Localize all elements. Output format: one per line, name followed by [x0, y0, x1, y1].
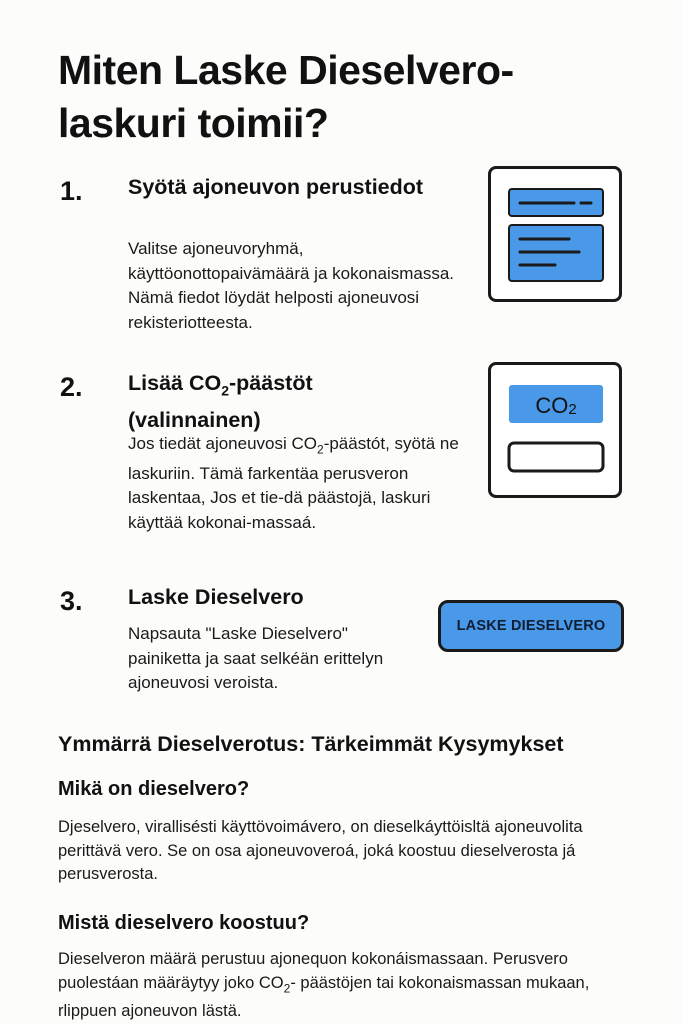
step-1-number: 1. [60, 176, 83, 206]
form-fields-illustration [491, 169, 619, 299]
step-3-number: 3. [60, 586, 83, 616]
faq-question-2: Mistä dieselvero koostuu? [58, 912, 310, 934]
step-3-title: Laske Dieselvero [128, 585, 304, 609]
co2-label: CO $_2$ [535, 393, 577, 418]
step-2-title: Lisää $CO_2$-päästöt (valinnainen) [128, 371, 313, 433]
faq-answer-2: Dieselveron määrä perustuu ajonequon kokonáismassaan. Perusvero puolestáan määräytyy joko $CO_2-$ päästöjen tai kokonaismassan mukaan, rlippuen ajoneuvon lästä. [58, 950, 590, 1021]
laske-dieselvero-button[interactable]: LASKE DIESELVERO [438, 600, 624, 652]
co2-input-illustration [491, 365, 619, 495]
page-title: Miten Laske Dieselvero-laskuri toimii? [58, 47, 514, 146]
co2-card-icon [488, 362, 622, 498]
faq-answer-1: Djeselvero, virallisésti käyttövoimávero, on dieselkáyttöisltä ajoneuvolita perittävä vero. Se on osa ajoneuvoveroá, joká koostuu dieselverosta já perusverosta. [58, 818, 583, 883]
step-2-number: 2. [60, 372, 83, 402]
step-3-description: Napsauta "Laske Dieselvero" painiketta ja saat selkéän erittelyn ajoneuvosi veroista. [128, 624, 384, 692]
step-1-title: Syötä ajoneuvon perustiedot [128, 175, 424, 199]
step-1-description: Valitse ajoneuvoryhmä, käyttöonottopaivämäärä ja kokonaismassa. Nämä fiedot löydät helposti ajoneuvosi rekisteriotteesta. [128, 239, 455, 332]
faq-heading: Ymmärrä Dieselverotus: Tärkeimmät Kysymykset [58, 732, 564, 756]
step-2-description: Jos tiedät ajoneuvosi $CO_2$-päästót, syötä ne laskuriin. Tämä farkentäa perusveron laskentaa, Jos et tie-dä päästojä, laskuri käyttää kokonai-massaá. [128, 434, 459, 532]
form-card-icon [488, 166, 622, 302]
faq-question-1: Mikä on dieselvero? [58, 778, 250, 800]
